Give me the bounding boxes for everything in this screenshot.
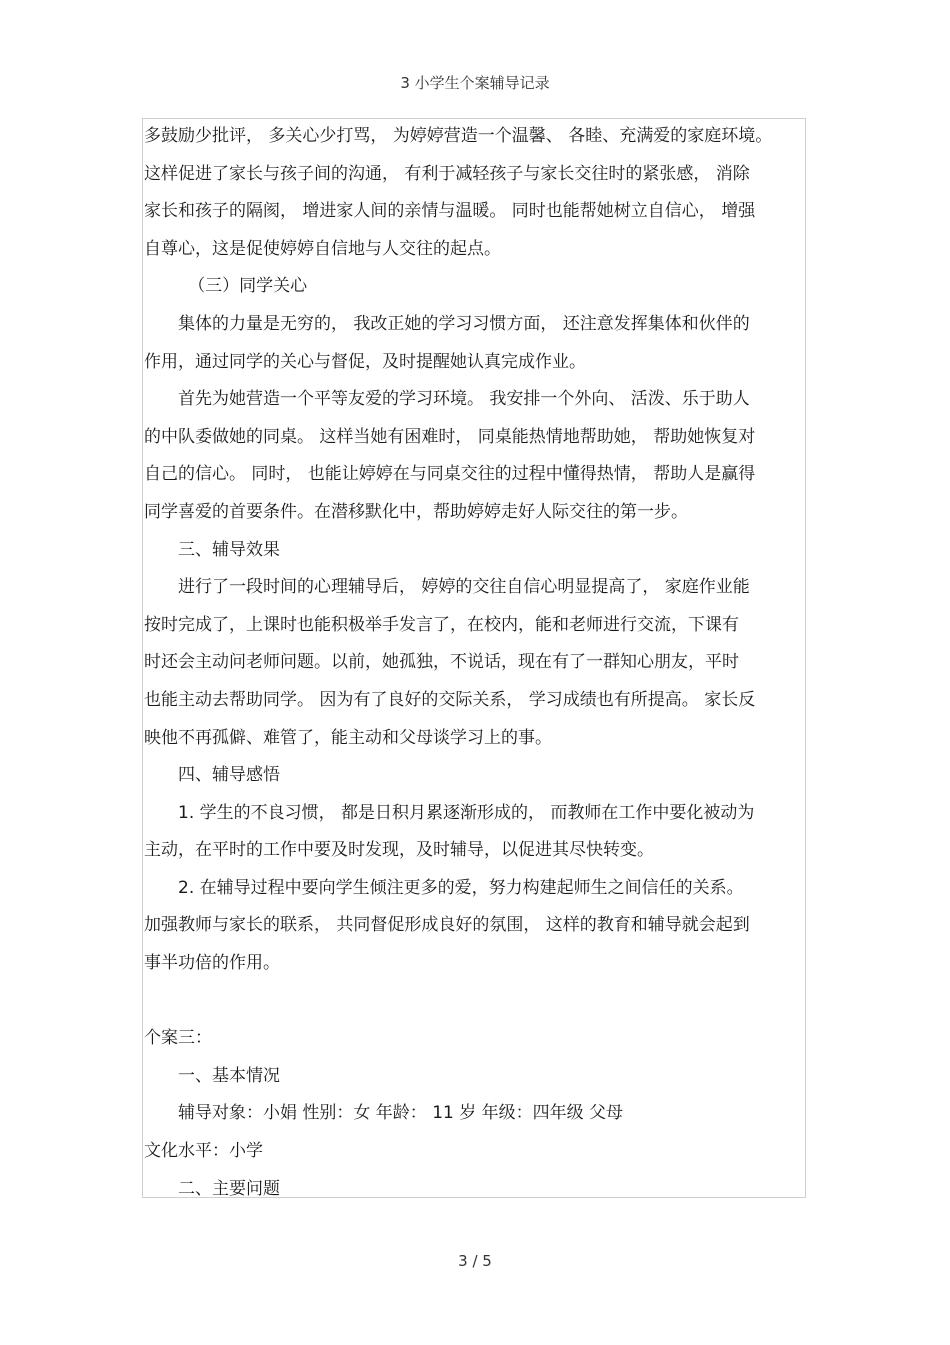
paragraph-line: 事半功倍的作用。: [144, 953, 280, 974]
paragraph-line: 映他不再孤僻、难管了，能主动和父母谈学习上的事。: [144, 727, 552, 748]
paragraph-line: 进行了一段时间的心理辅导后， 婷婷的交往自信心明显提高了， 家庭作业能: [178, 577, 750, 598]
page-header-title: 3 小学生个案辅导记录: [400, 74, 550, 92]
document-body: [144, 118, 806, 1208]
basic-info-line: 文化水平：小学: [144, 1141, 263, 1162]
case-heading: 个案三：: [144, 1028, 212, 1049]
paragraph-line: 2. 在辅导过程中要向学生倾注更多的爱，努力构建起师生之间信任的关系。: [178, 877, 744, 898]
section-heading: 一、基本情况: [178, 1065, 280, 1086]
paragraph-line: 多鼓励少批评， 多关心少打骂， 为婷婷营造一个温馨、 各睦、充满爱的家庭环境。: [144, 126, 773, 146]
paragraph-line: 也能主动去帮助同学。 因为有了良好的交际关系， 学习成绩也有所提高。 家长反: [144, 689, 756, 710]
section-heading: 三、辅导效果: [178, 539, 280, 560]
paragraph-line: 1. 学生的不良习惯， 都是日积月累逐渐形成的， 而教师在工作中要化被动为: [178, 802, 755, 823]
paragraph-line: 自尊心，这是促使婷婷自信地与人交往的起点。: [144, 238, 501, 259]
section-heading: 二、主要问题: [178, 1178, 280, 1199]
paragraph-line: 同学喜爱的首要条件。在潜移默化中，帮助婷婷走好人际交往的第一步。: [144, 501, 688, 522]
paragraph-line: 加强教师与家长的联系， 共同督促形成良好的氛围， 这样的教育和辅导就会起到: [144, 915, 750, 936]
paragraph-line: 作用，通过同学的关心与督促，及时提醒她认真完成作业。: [144, 351, 586, 372]
subsection-heading: （三）同学关心: [188, 276, 308, 297]
blank-line: [144, 983, 806, 1021]
paragraph-line: 集体的力量是无穷的， 我改正她的学习习惯方面， 还注意发挥集体和伙伴的: [178, 313, 750, 334]
paragraph-line: 时还会主动问老师问题。以前，她孤独，不说话，现在有了一群知心朋友，平时: [144, 652, 739, 673]
paragraph-line: 的中队委做她的同桌。 这样当她有困难时， 同桌能热情地帮助她， 帮助她恢复对: [144, 426, 756, 447]
basic-info-line: 辅导对象：小娟 性别：女 年龄： 11 岁 年级：四年级 父母: [178, 1103, 624, 1124]
paragraph-line: 家长和孩子的隔阂， 增进家人间的亲情与温暖。 同时也能帮她树立自信心， 增强: [144, 201, 756, 222]
paragraph-line: 按时完成了，上课时也能积极举手发言了，在校内，能和老师进行交流，下课有: [144, 614, 739, 635]
page-number: 3 / 5: [458, 1252, 492, 1270]
paragraph-line: 这样促进了家长与孩子间的沟通， 有利于减轻孩子与家长交往时的紧张感， 消除: [144, 163, 750, 184]
paragraph-line: 主动，在平时的工作中要及时发现，及时辅导，以促进其尽快转变。: [144, 840, 654, 861]
section-heading: 四、辅导感悟: [178, 765, 280, 786]
paragraph-line: 首先为她营造一个平等友爱的学习环境。 我安排一个外向、 活泼、乐于助人: [178, 389, 750, 410]
paragraph-line: 自己的信心。 同时， 也能让婷婷在与同桌交往的过程中懂得热情， 帮助人是赢得: [144, 464, 756, 485]
